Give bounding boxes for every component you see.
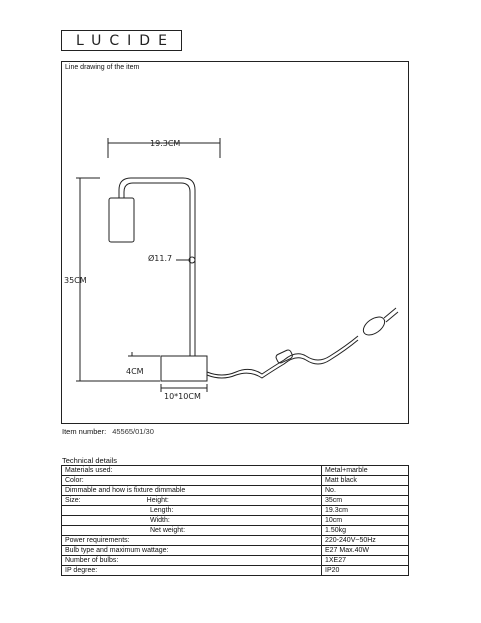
spec-key: Length:: [62, 506, 322, 516]
spec-key: Power requirements:: [62, 536, 322, 546]
table-row: [62, 486, 409, 496]
item-number-value: 45565/01/30: [112, 427, 154, 436]
spec-key: Bulb type and maximum wattage:: [62, 546, 322, 556]
dim-width-label: 19.3CM: [150, 139, 181, 148]
table-row: [62, 466, 409, 476]
spec-value: 19.3cm: [322, 506, 409, 516]
table-row: [62, 476, 409, 486]
table-row: [62, 506, 409, 516]
spec-key: Width:: [62, 516, 322, 526]
spec-key: Materials used:: [62, 466, 322, 476]
table-row: [62, 536, 409, 546]
table-row: [62, 516, 409, 526]
brand-logo: LUCIDE: [61, 30, 182, 51]
dim-base-label: 10*10CM: [164, 392, 201, 401]
spec-value: 35cm: [322, 496, 409, 506]
spec-key: IP degree:: [62, 566, 322, 576]
table-row: [62, 526, 409, 536]
spec-value: Metal+marble: [322, 466, 409, 476]
technical-details-title: Technical details: [62, 456, 118, 465]
spec-key: Net weight:: [62, 526, 322, 536]
table-row: [62, 496, 409, 506]
item-number: [62, 427, 154, 436]
table-row: [62, 556, 409, 566]
spec-value: Matt black: [322, 476, 409, 486]
technical-details-table: [61, 465, 409, 576]
spec-key: Size: Height:: [62, 496, 322, 506]
spec-key: Dimmable and how is fixture dimmable: [62, 486, 322, 496]
spec-value: 1.50kg: [322, 526, 409, 536]
spec-value: 220-240V~50Hz: [322, 536, 409, 546]
table-row: [62, 546, 409, 556]
spec-value: No.: [322, 486, 409, 496]
spec-key: Number of bulbs:: [62, 556, 322, 566]
drawing-title: Line drawing of the item: [65, 64, 140, 71]
item-number-label: Item number:: [62, 427, 107, 436]
dim-base-height-label: 4CM: [126, 367, 144, 376]
spec-key: Color:: [62, 476, 322, 486]
spec-value: E27 Max.40W: [322, 546, 409, 556]
table-row: [62, 566, 409, 576]
spec-value: 1XE27: [322, 556, 409, 566]
dim-tube-label: Ø11.7: [148, 254, 173, 263]
dim-height-label: 35CM: [64, 276, 87, 285]
spec-value: 10cm: [322, 516, 409, 526]
spec-value: IP20: [322, 566, 409, 576]
